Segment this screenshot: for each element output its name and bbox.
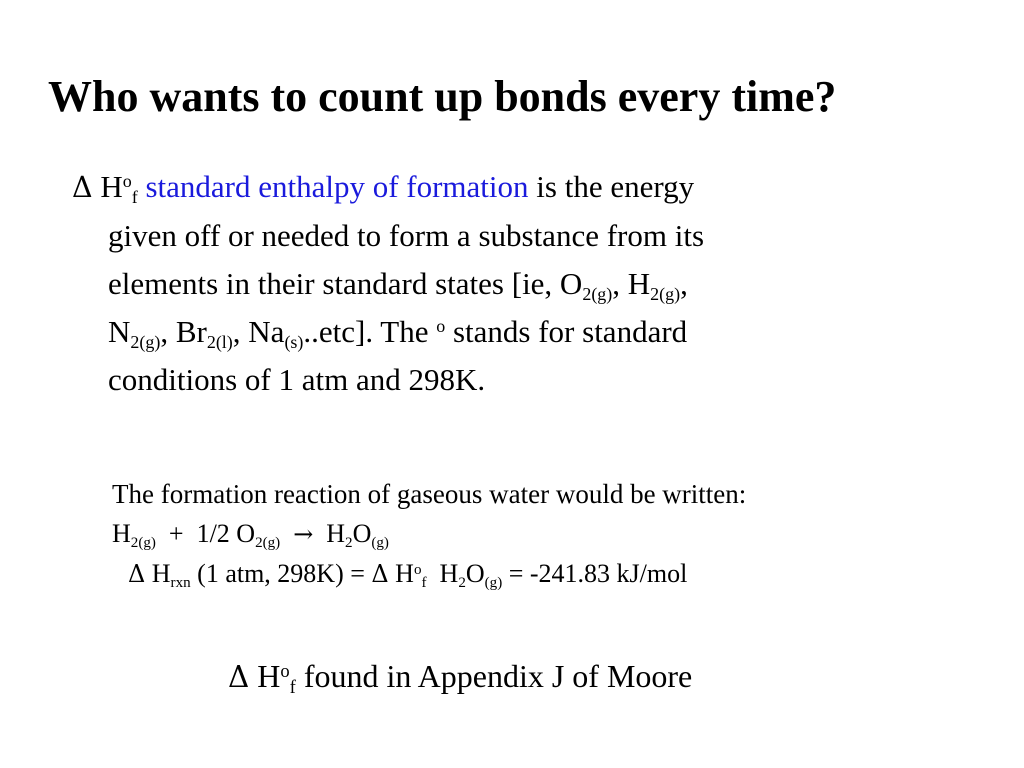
state-subscript: 2(g) [255, 535, 281, 552]
slide-title: Who wants to count up bonds every time? [48, 72, 837, 121]
water-h-symbol: H [326, 519, 346, 548]
enthalpy-equation [112, 554, 746, 594]
appendix-note [228, 658, 693, 699]
state-subscript: 2(g) [130, 535, 156, 552]
definition-text: N [108, 314, 131, 349]
delta-symbol: Δ [371, 560, 389, 588]
water-o-symbol: O [352, 519, 372, 548]
stoich-subscript: 2 [345, 535, 353, 552]
definition-text: , Br [160, 314, 207, 349]
formation-equation [112, 514, 746, 554]
delta-symbol: Δ [128, 560, 146, 588]
hydrogen-symbol: H [112, 519, 131, 548]
state-subscript: 2(g) [582, 284, 613, 305]
state-subscript: 2(l) [206, 332, 233, 353]
delta-symbol: Δ [228, 660, 250, 694]
definition-text: , H [612, 266, 651, 301]
stoich-subscript: 2 [458, 575, 466, 592]
state-subscript: 2(g) [650, 284, 681, 305]
delta-symbol: Δ [72, 171, 93, 204]
definition-line-4 [72, 308, 932, 356]
highlighted-term: standard enthalpy of formation [145, 169, 529, 204]
definition-line-3 [72, 260, 932, 308]
definition-line-1 [72, 163, 932, 212]
definition-text: , [680, 266, 688, 301]
reaction-arrow-icon: → [293, 520, 314, 548]
oxygen-term: 1/2 O [196, 519, 256, 548]
state-subscript: (g) [371, 535, 389, 552]
definition-paragraph [72, 163, 932, 404]
state-subscript: (s) [284, 332, 304, 353]
definition-text: elements in their standard states [ie, O [108, 266, 583, 301]
definition-text: stands for standard [452, 314, 688, 349]
water-o-symbol: O [465, 559, 485, 588]
enthalpy-symbol: H [151, 559, 171, 588]
enthalpy-value: = -241.83 kJ/mol [508, 559, 688, 588]
plus-sign: + [168, 519, 184, 548]
definition-text: , Na [232, 314, 285, 349]
water-h-symbol: H [439, 559, 459, 588]
state-subscript: (g) [484, 575, 503, 592]
standard-superscript: o [122, 171, 132, 192]
rxn-subscript: rxn [170, 575, 191, 592]
definition-text: ..etc]. The [303, 314, 429, 349]
definition-line-1-tail: is the energy [536, 169, 695, 204]
formation-example [112, 474, 746, 594]
standard-superscript: o [436, 316, 446, 337]
enthalpy-symbol: H [100, 169, 123, 204]
enthalpy-symbol: H [257, 658, 281, 694]
enthalpy-symbol: H [395, 559, 414, 588]
definition-line-2: given off or needed to form a substance from its [108, 218, 705, 253]
appendix-text: found in Appendix J of Moore [303, 658, 693, 694]
standard-superscript: o [280, 660, 290, 682]
formation-subscript: f [131, 187, 138, 208]
formation-subscript: f [421, 575, 427, 592]
definition-line-5: conditions of 1 atm and 298K. [108, 362, 486, 397]
formation-subscript: f [289, 677, 296, 699]
standard-superscript: o [413, 561, 422, 578]
conditions-text: (1 atm, 298K) = [197, 559, 365, 588]
example-intro: The formation reaction of gaseous water would be written: [112, 479, 747, 509]
state-subscript: 2(g) [130, 332, 161, 353]
